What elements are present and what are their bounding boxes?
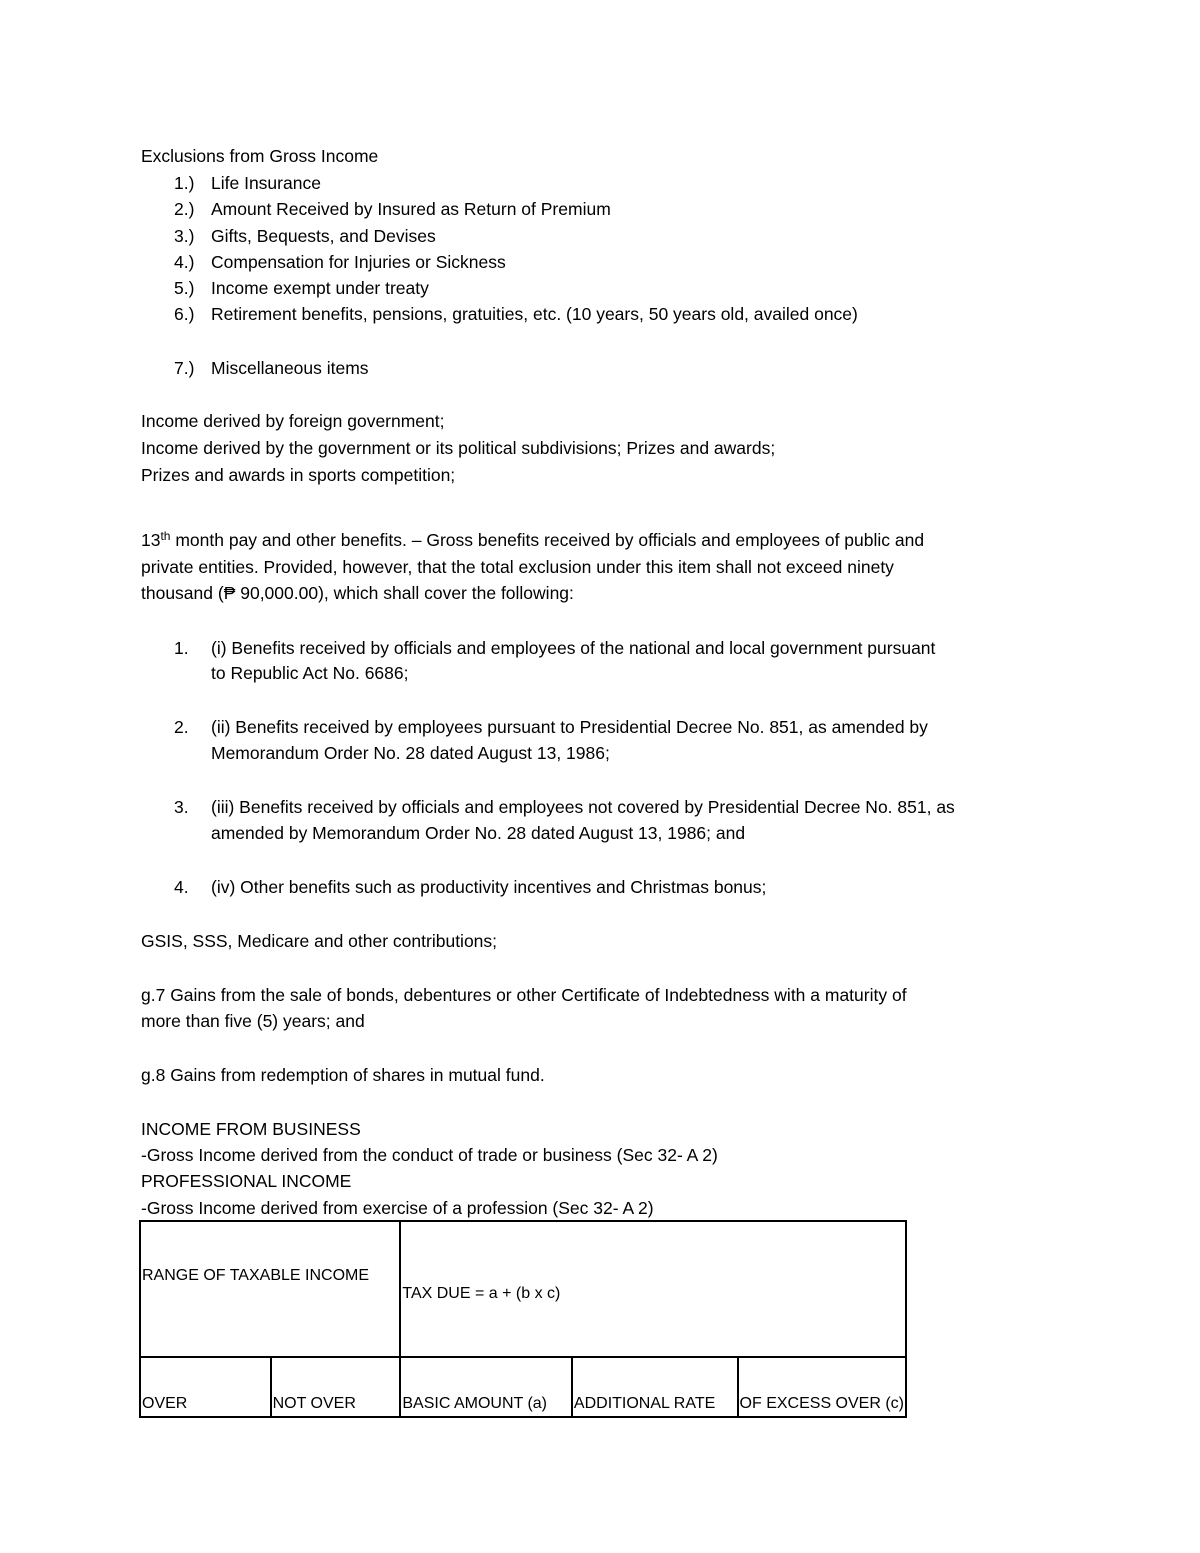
list-item-number: 5.) — [174, 278, 195, 298]
thirteenth-number: 13 — [141, 530, 161, 550]
thirteenth-text: month pay and other benefits. – Gross benefits received by officials and employees of public and — [170, 530, 925, 550]
benefit-item: (ii) Benefits received by employees pursuant to Presidential Decree No. 851, as amended by — [211, 717, 928, 737]
g8-line: g.8 Gains from redemption of shares in mutual fund. — [141, 1065, 545, 1085]
benefit-item-cont: Memorandum Order No. 28 dated August 13, 1986; — [211, 743, 610, 763]
list-item: Income exempt under treaty — [211, 278, 429, 298]
column-header-excess-over: OF EXCESS OVER (c) — [738, 1357, 906, 1417]
list-item: Amount Received by Insured as Return of Premium — [211, 199, 611, 219]
table-row — [140, 1357, 906, 1417]
thirteenth-line-3: thousand (₱ 90,000.00), which shall cover the following: — [141, 583, 574, 603]
contributions-line: GSIS, SSS, Medicare and other contributions; — [141, 931, 498, 951]
section-title: Exclusions from Gross Income — [141, 146, 379, 166]
list-item: Life Insurance — [211, 173, 321, 193]
business-heading: INCOME FROM BUSINESS — [141, 1119, 361, 1139]
list-item: Compensation for Injuries or Sickness — [211, 252, 506, 272]
ordinal-suffix: th — [160, 529, 171, 543]
list-item-number: 2.) — [174, 199, 195, 219]
benefit-item: (i) Benefits received by officials and employees of the national and local government pursuant — [211, 638, 936, 658]
list-item: Miscellaneous items — [211, 358, 369, 378]
g7-line: g.7 Gains from the sale of bonds, debentures or other Certificate of Indebtedness with a maturity of — [141, 985, 907, 1005]
range-header-cell: RANGE OF TAXABLE INCOME — [140, 1221, 400, 1357]
professional-heading: PROFESSIONAL INCOME — [141, 1171, 352, 1191]
benefit-item: (iii) Benefits received by officials and employees not covered by Presidential Decree No. 851, as — [211, 797, 955, 817]
benefit-item-cont: amended by Memorandum Order No. 28 dated August 13, 1986; and — [211, 823, 746, 843]
misc-line: Income derived by foreign government; — [141, 411, 445, 431]
business-desc: -Gross Income derived from the conduct of trade or business (Sec 32- A 2) — [141, 1145, 718, 1165]
tax-table — [139, 1220, 907, 1418]
benefit-number: 4. — [174, 877, 189, 897]
list-item-number: 6.) — [174, 304, 195, 324]
list-item-number: 4.) — [174, 252, 195, 272]
list-item: Retirement benefits, pensions, gratuities, etc. (10 years, 50 years old, availed once) — [211, 304, 858, 324]
thirteenth-month-line — [141, 529, 924, 553]
list-item: Gifts, Bequests, and Devises — [211, 226, 436, 246]
table-row — [140, 1221, 906, 1357]
g7-line-2: more than five (5) years; and — [141, 1011, 365, 1031]
benefit-number: 3. — [174, 797, 189, 817]
benefit-number: 1. — [174, 638, 189, 658]
column-header-not-over: NOT OVER — [271, 1357, 401, 1417]
thirteenth-line-2: private entities. Provided, however, that the total exclusion under this item shall not exceed ninety — [141, 557, 894, 577]
benefit-item-cont: to Republic Act No. 6686; — [211, 663, 409, 683]
list-item-number: 7.) — [174, 358, 195, 378]
professional-desc: -Gross Income derived from exercise of a profession (Sec 32- A 2) — [141, 1198, 654, 1218]
list-item-number: 1.) — [174, 173, 195, 193]
tax-due-header-cell: TAX DUE = a + (b x c) — [400, 1221, 906, 1357]
column-header-basic-amount: BASIC AMOUNT (a) — [400, 1357, 572, 1417]
benefit-item: (iv) Other benefits such as productivity incentives and Christmas bonus; — [211, 877, 767, 897]
benefit-number: 2. — [174, 717, 189, 737]
column-header-additional-rate: ADDITIONAL RATE — [572, 1357, 738, 1417]
misc-line: Income derived by the government or its political subdivisions; Prizes and awards; — [141, 438, 776, 458]
list-item-number: 3.) — [174, 226, 195, 246]
misc-line: Prizes and awards in sports competition; — [141, 465, 456, 485]
column-header-over: OVER — [140, 1357, 271, 1417]
